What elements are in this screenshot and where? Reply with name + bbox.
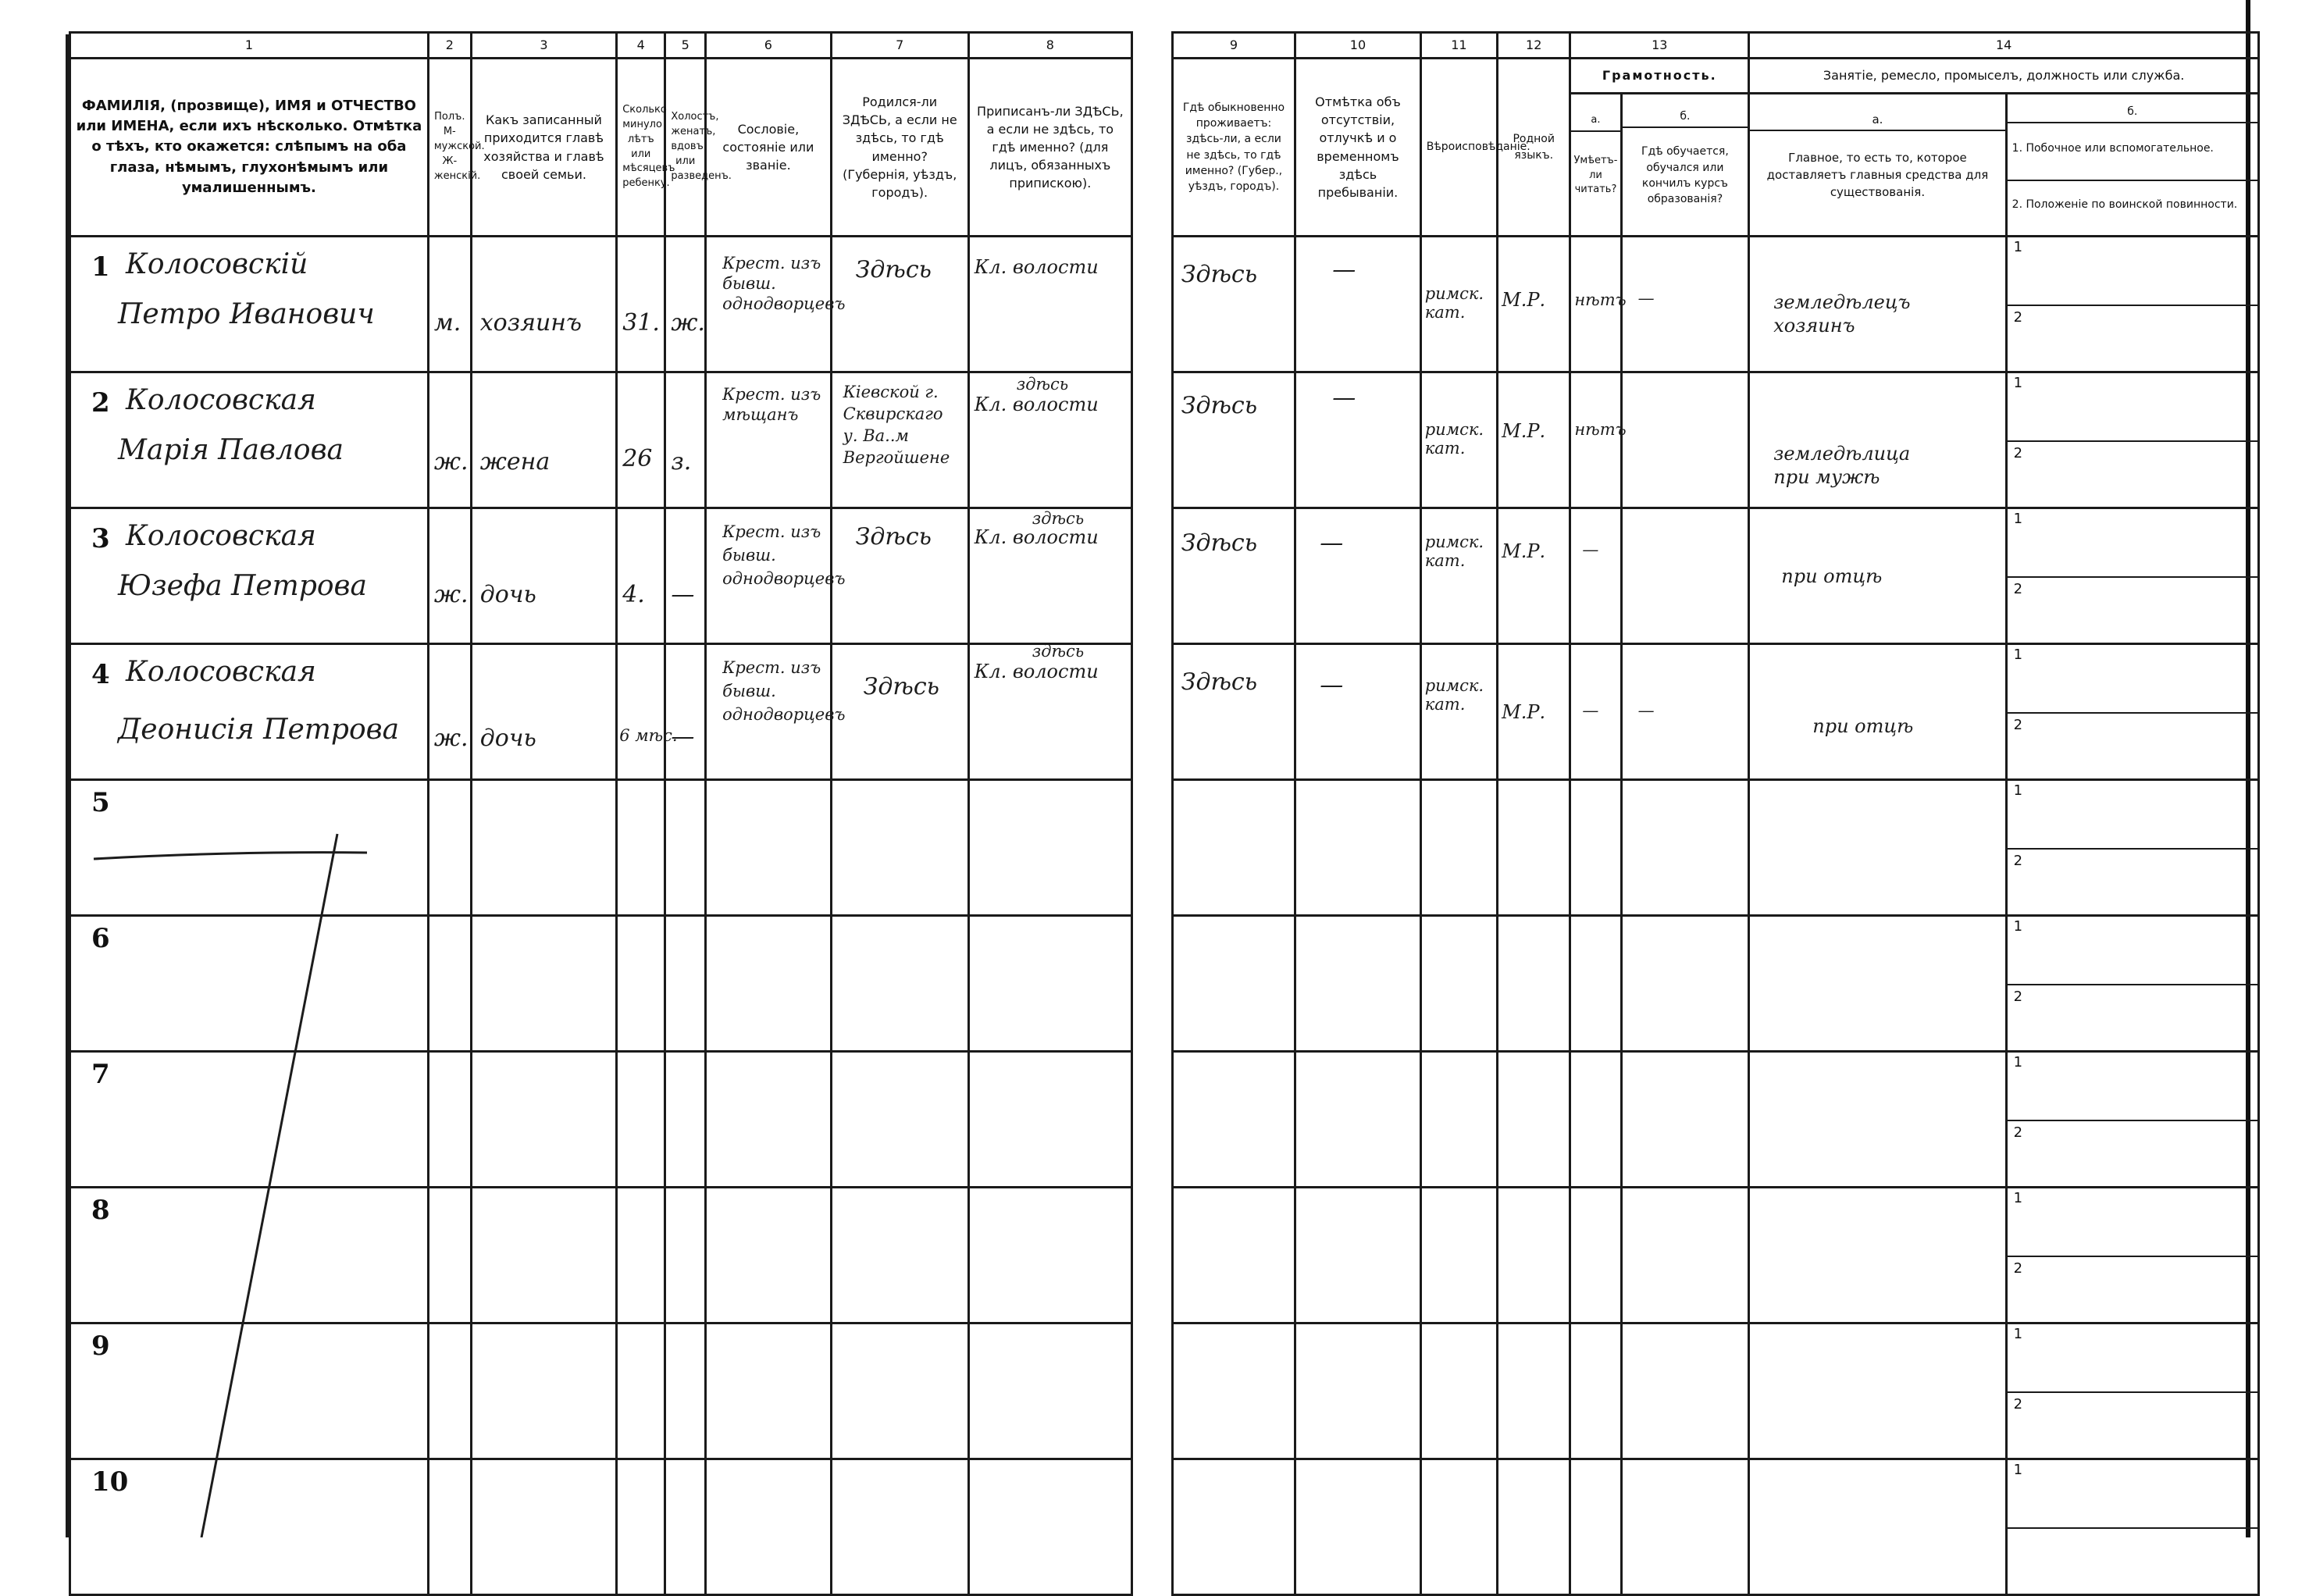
- estate-value: Крест. изъ мѣщанъ: [722, 385, 821, 424]
- header-occupation: Занятіе, ремесло, промыселъ, должность или служба.: [1749, 59, 2259, 94]
- absence-value: —: [1332, 256, 1356, 283]
- row-number: 1: [91, 251, 110, 283]
- sex-value: ж.: [433, 581, 469, 608]
- header-language: Родной языкъ.: [1498, 59, 1570, 237]
- sex-value: ж.: [433, 725, 469, 752]
- colnum-13: 13: [1570, 33, 1749, 59]
- occupation-value: при отцѣ: [1781, 565, 1883, 587]
- age-value: 31.: [622, 309, 660, 337]
- surname: Колосовская: [126, 520, 316, 552]
- given-name: Петро Иванович: [118, 298, 375, 330]
- sub-number-1: 1: [2013, 1054, 2023, 1071]
- marital-value: ж.: [671, 309, 705, 337]
- age-value: 6 мѣс.: [619, 726, 678, 745]
- occupation-value: земледѣлица при мужѣ: [1773, 443, 1911, 488]
- colnum-6: 6: [706, 33, 832, 59]
- marital-value: —: [671, 581, 695, 608]
- colnum-8: 8: [968, 33, 1131, 59]
- row-number: 7: [91, 1059, 110, 1090]
- language-value: М.Р.: [1502, 420, 1546, 442]
- sex-value: ж.: [433, 448, 469, 476]
- birthplace-value: Кіевской г. Сквирскаго у. Ва..м Вергойшене: [843, 383, 950, 467]
- row-number: 3: [91, 523, 110, 554]
- relation-value: дочь: [479, 581, 536, 608]
- colnum-11: 11: [1420, 33, 1497, 59]
- row-number: 4: [91, 659, 110, 690]
- header-birthplace: Родился-ли ЗДѢСЬ, а если не здѣсь, то гдѣ именно? (Губернія, уѣздъ, городъ).: [831, 59, 968, 237]
- residence-value: Здѣсь: [1181, 529, 1258, 557]
- language-value: М.Р.: [1502, 701, 1546, 723]
- registration-top: здѣсь: [1016, 375, 1069, 394]
- surname: Колосовская: [126, 656, 316, 688]
- residence-value: Здѣсь: [1181, 392, 1258, 419]
- birthplace-value: Здѣсь: [855, 523, 932, 550]
- colnum-4: 4: [617, 33, 665, 59]
- religion-value: римск. кат.: [1424, 420, 1484, 458]
- surname: Колосовская: [126, 384, 316, 416]
- row-number: 10: [91, 1466, 129, 1498]
- colnum-14: 14: [1749, 33, 2259, 59]
- birthplace-value: Здѣсь: [863, 673, 939, 700]
- age-value: 4.: [622, 581, 645, 608]
- row-number: 2: [91, 387, 110, 419]
- religion-value: римск. кат.: [1424, 676, 1484, 714]
- education-value: —: [1637, 289, 1655, 308]
- literacy-a-text: Умѣетъ-ли читать?: [1573, 154, 1618, 196]
- colnum-1: 1: [70, 33, 429, 59]
- literacy-value: —: [1582, 701, 1599, 720]
- residence-value: Здѣсь: [1181, 261, 1258, 288]
- sub-number-2: 2: [2013, 1260, 2023, 1277]
- estate-value: Крест. изъ бывш. однодворцевъ: [722, 254, 846, 313]
- occupation-b1-text: 1. Побочное или вспомогательное.: [2008, 123, 2257, 181]
- language-value: М.Р.: [1502, 289, 1546, 311]
- occupation-value: при отцѣ: [1812, 715, 1914, 737]
- given-name: Марія Павлова: [118, 434, 344, 466]
- colnum-5: 5: [665, 33, 706, 59]
- sub-number-2: 2: [2013, 1124, 2023, 1141]
- header-marital: Холостъ, женатъ, вдовъ или разведенъ.: [665, 59, 706, 237]
- sub-number-1: 1: [2013, 375, 2023, 391]
- literacy-value: —: [1582, 540, 1599, 559]
- marital-value: з.: [671, 448, 692, 476]
- sub-number-2: 2: [2013, 1396, 2023, 1413]
- absence-value: —: [1320, 672, 1344, 699]
- row-number: 5: [91, 787, 110, 818]
- colnum-2: 2: [428, 33, 471, 59]
- literacy-value: нѣтъ: [1574, 290, 1627, 309]
- registration-top: здѣсь: [1032, 509, 1085, 528]
- header-registration: Приписанъ-ли ЗДѢСЬ, а если не здѣсь, то гдѣ именно? (для лицъ, обязанныхъ припискою).: [968, 59, 1131, 237]
- header-relation: Какъ записанный приходится главѣ хозяйства и главѣ своей семьи.: [471, 59, 616, 237]
- education-value: —: [1637, 701, 1655, 720]
- sub-number-1: 1: [2013, 511, 2023, 527]
- header-residence: Гдѣ обыкновенно проживаетъ: здѣсь-ли, а если не здѣсь, то гдѣ именно? (Губер., уѣздъ, городъ).: [1172, 59, 1295, 237]
- colnum-12: 12: [1498, 33, 1570, 59]
- age-value: 26: [622, 445, 653, 472]
- header-literacy: Грамотность.: [1570, 59, 1749, 94]
- relation-value: хозяинъ: [479, 309, 583, 337]
- given-name: Юзефа Петрова: [118, 570, 367, 602]
- registration-value: Кл. волости: [974, 661, 1099, 682]
- row-number: 9: [91, 1331, 110, 1362]
- registration-value: Кл. волости: [974, 394, 1099, 415]
- birthplace-value: Здѣсь: [855, 256, 932, 283]
- residence-value: Здѣсь: [1181, 668, 1258, 696]
- literacy-b-text: Гдѣ обучается, обучался или кончилъ курсъ образованія?: [1641, 145, 1729, 206]
- sub-number-2: 2: [2013, 853, 2023, 869]
- religion-value: римск. кат.: [1424, 533, 1484, 570]
- sub-number-1: 1: [2013, 1462, 2023, 1478]
- header-name: ФАМИЛІЯ, (прозвище), ИМЯ и ОТЧЕСТВО или ИМЕНА, если ихъ нѣсколько. Отмѣтка о тѣхъ, кто окажется: слѣпымъ на оба глаза, нѣмымъ, глухонѣмымъ или умалишеннымъ.: [70, 59, 429, 237]
- occupation-a-text: Главное, то есть то, которое доставляетъ главныя средства для существованія.: [1766, 151, 1989, 199]
- sub-number-1: 1: [2013, 647, 2023, 663]
- header-age: Сколько минуло лѣтъ или мѣсяцевъ ребенку.: [617, 59, 665, 237]
- sub-number-1: 1: [2013, 1326, 2023, 1342]
- estate-value: Крест. изъ бывш. однодворцевъ: [722, 522, 846, 588]
- literacy-b-label: б.: [1623, 106, 1748, 128]
- sub-number-2: 2: [2013, 717, 2023, 733]
- sub-number-2: 2: [2013, 989, 2023, 1005]
- header-religion: Вѣроисповѣданіе.: [1420, 59, 1497, 237]
- estate-value: Крест. изъ бывш. однодворцевъ: [722, 658, 846, 724]
- registration-top: здѣсь: [1032, 642, 1085, 661]
- strike-underline: [94, 853, 367, 859]
- header-estate: Сословіе, состояніе или званіе.: [706, 59, 832, 237]
- colnum-7: 7: [831, 33, 968, 59]
- literacy-a-label: а.: [1571, 110, 1620, 132]
- row-number: 6: [91, 923, 110, 954]
- relation-value: дочь: [479, 725, 536, 752]
- religion-value: римск. кат.: [1424, 284, 1484, 322]
- header-absence: Отмѣтка объ отсутствіи, отлучкѣ и о временномъ здѣсь пребываніи.: [1295, 59, 1421, 237]
- colnum-9: 9: [1172, 33, 1295, 59]
- occupation-b2-text: 2. Положеніе по воинской повинности.: [2011, 198, 2238, 211]
- sub-number-1: 1: [2013, 239, 2023, 255]
- occupation-value: земледѣлецъ хозяинъ: [1773, 291, 1911, 337]
- marital-value: —: [671, 723, 695, 750]
- sub-number-1: 1: [2013, 1190, 2023, 1206]
- occupation-a-label: а.: [1750, 109, 2004, 131]
- relation-value: жена: [479, 448, 551, 476]
- strike-diagonal: [201, 834, 337, 1537]
- row-number: 8: [91, 1195, 110, 1226]
- header-sex: Полъ. М-мужской. Ж-женскій.: [428, 59, 471, 237]
- language-value: М.Р.: [1502, 540, 1546, 562]
- sub-number-2: 2: [2013, 309, 2023, 326]
- sub-number-2: 2: [2013, 445, 2023, 461]
- colnum-10: 10: [1295, 33, 1421, 59]
- absence-value: —: [1332, 384, 1356, 411]
- occupation-b-label: б.: [2008, 102, 2257, 123]
- sex-value: м.: [433, 309, 461, 337]
- absence-value: —: [1320, 529, 1344, 557]
- sub-number-1: 1: [2013, 918, 2023, 935]
- sub-number-1: 1: [2013, 782, 2023, 799]
- registration-value: Кл. волости: [974, 256, 1099, 278]
- literacy-value: нѣтъ: [1574, 420, 1627, 439]
- given-name: Деонисія Петрова: [118, 714, 400, 746]
- sub-number-2: 2: [2013, 581, 2023, 597]
- surname: Колосовскій: [126, 248, 308, 280]
- colnum-3: 3: [471, 33, 616, 59]
- registration-value: Кл. волости: [974, 526, 1099, 548]
